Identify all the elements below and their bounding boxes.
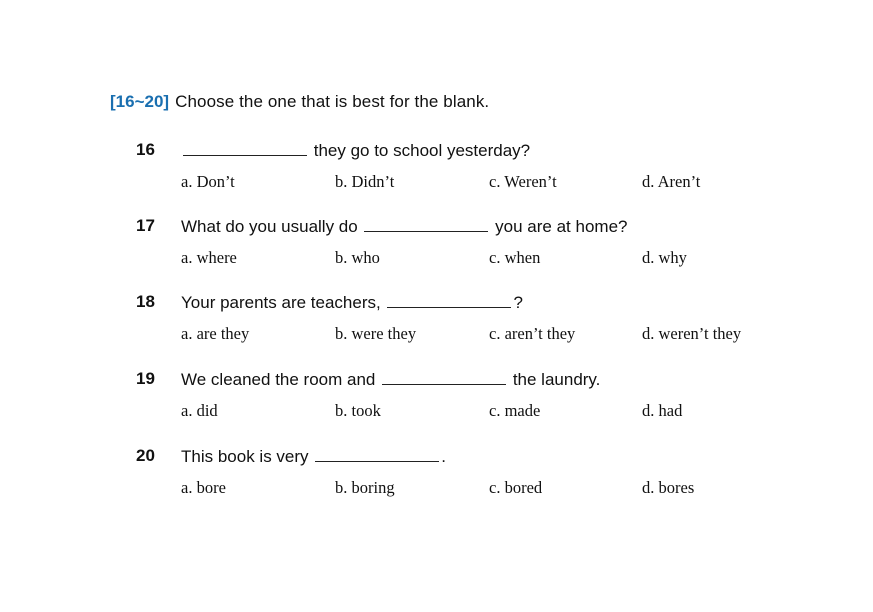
option-d[interactable]: d. bores	[642, 478, 695, 497]
option-b[interactable]: b. who	[335, 248, 380, 267]
section-header	[110, 92, 489, 112]
question-line	[136, 216, 816, 238]
option-d[interactable]: d. weren’t they	[642, 324, 742, 343]
option-a[interactable]: a. where	[181, 248, 237, 267]
question-text-before: What do you usually do	[181, 217, 363, 236]
question-number: 18	[136, 292, 155, 311]
option-b[interactable]: b. boring	[335, 478, 395, 497]
question-text-before: This book is very	[181, 447, 314, 466]
question-text	[181, 369, 600, 390]
option-d[interactable]: d. Aren’t	[642, 172, 701, 191]
question-line	[136, 292, 816, 314]
question-range: [16~20]	[110, 92, 170, 111]
instruction-text: Choose the one that is best for the blank.	[175, 92, 490, 111]
question-number: 19	[136, 369, 155, 388]
question-text-after: ?	[513, 293, 523, 312]
option-a[interactable]: a. bore	[181, 478, 226, 497]
question-text-before: Your parents are teachers,	[181, 293, 386, 312]
option-a[interactable]: a. are they	[181, 324, 250, 343]
option-b[interactable]: b. were they	[335, 324, 417, 343]
question-17	[136, 216, 816, 270]
question-19	[136, 369, 816, 423]
question-line	[136, 140, 816, 162]
option-row	[136, 248, 816, 270]
question-text-after: they go to school yesterday?	[309, 141, 531, 160]
question-text	[181, 140, 530, 161]
question-text-before: We cleaned the room and	[181, 370, 381, 389]
option-d[interactable]: d. had	[642, 401, 683, 420]
option-c[interactable]: c. bored	[489, 478, 543, 497]
question-text-after: .	[441, 447, 446, 466]
question-20	[136, 446, 816, 500]
option-c[interactable]: c. made	[489, 401, 541, 420]
option-a[interactable]: a. Don’t	[181, 172, 235, 191]
question-number: 16	[136, 140, 155, 159]
option-row	[136, 172, 816, 194]
option-a[interactable]: a. did	[181, 401, 218, 420]
option-b[interactable]: b. took	[335, 401, 381, 420]
option-row	[136, 324, 816, 346]
answer-blank	[183, 140, 307, 156]
option-b[interactable]: b. Didn’t	[335, 172, 395, 191]
question-18	[136, 292, 816, 346]
option-c[interactable]: c. aren’t they	[489, 324, 576, 343]
answer-blank	[382, 369, 506, 385]
option-c[interactable]: c. when	[489, 248, 541, 267]
question-number: 20	[136, 446, 155, 465]
question-text	[181, 292, 523, 313]
question-line	[136, 446, 816, 468]
option-row	[136, 478, 816, 500]
option-row	[136, 401, 816, 423]
question-text	[181, 216, 627, 237]
answer-blank	[315, 446, 439, 462]
question-text-after: you are at home?	[490, 217, 628, 236]
question-number: 17	[136, 216, 155, 235]
answer-blank	[364, 216, 488, 232]
question-16	[136, 140, 816, 194]
question-line	[136, 369, 816, 391]
answer-blank	[387, 292, 511, 308]
question-text	[181, 446, 446, 467]
option-d[interactable]: d. why	[642, 248, 687, 267]
option-c[interactable]: c. Weren’t	[489, 172, 557, 191]
question-text-after: the laundry.	[508, 370, 601, 389]
